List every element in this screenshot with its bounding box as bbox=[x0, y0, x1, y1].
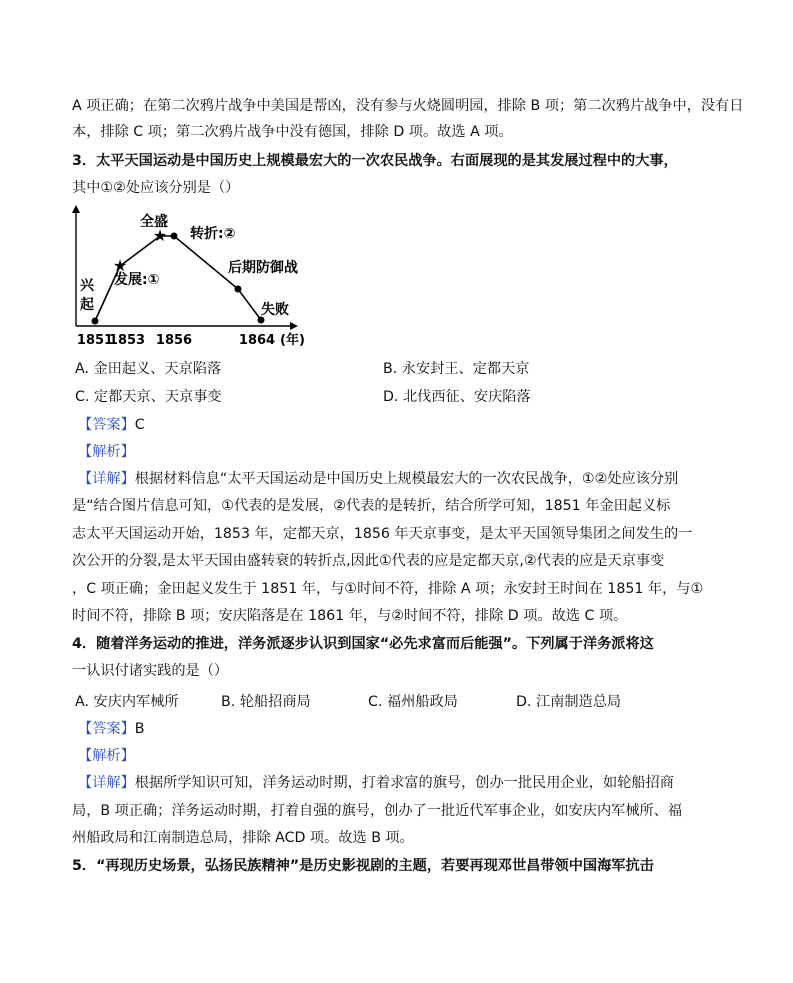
tick-label: 1856 bbox=[155, 333, 193, 348]
detail-line: 次公开的分裂,是太平天国由盛转衰的转折点,因此①代表的应是定都天京,②代表的应是天京事变 bbox=[72, 553, 665, 569]
option-b: B. 永安封王、定都天京 bbox=[383, 361, 530, 377]
x-axis-unit: (年) bbox=[280, 333, 305, 348]
answer-value: B bbox=[134, 721, 145, 737]
question-number: 5． bbox=[72, 858, 97, 874]
question-3-stem bbox=[72, 151, 678, 171]
question-text: 太平天国运动是中国历史上规模最宏大的一次农民战争。右面展现的是其发展过程中的大事， bbox=[96, 153, 678, 169]
y-axis-arrow bbox=[72, 205, 80, 213]
analysis-tag: 【解析】 bbox=[78, 444, 135, 460]
option-d: D. 江南制造总局 bbox=[516, 694, 622, 710]
option-c: C. 福州船政局 bbox=[368, 694, 458, 710]
answer-value: C bbox=[134, 417, 145, 433]
detail-text: 根据材料信息“太平天国运动是中国历史上规模最宏大的一次农民战争，①②处应该分别 bbox=[134, 471, 679, 487]
timeline-chart bbox=[72, 205, 312, 350]
tick-label: 1853 bbox=[108, 333, 146, 348]
analysis-tag: 【解析】 bbox=[78, 748, 135, 764]
detail-line: 局，B 项正确；洋务运动时期，打着自强的旗号，创办了一批近代军事企业，如安庆内军械所、福 bbox=[72, 803, 683, 819]
text-line: A 项正确；在第二次鸦片战争中美国是帮凶，没有参与火烧圆明园，排除 B 项；第二次鸦片战争中，没有日 bbox=[72, 98, 744, 114]
answer-line bbox=[78, 719, 145, 739]
question-text: “再现历史场景，弘扬民族精神”是历史影视剧的主题，若要再现邓世昌带领中国海军抗击 bbox=[96, 858, 654, 874]
detail-line: 时间不符，排除 B 项；安庆陷落是在 1861 年，与②时间不符，排除 D 项。故选 C 项。 bbox=[72, 608, 628, 624]
detail-line bbox=[78, 469, 678, 489]
label-turn: 转折:② bbox=[190, 226, 236, 242]
label-defense: 后期防御战 bbox=[228, 260, 298, 276]
point-1851 bbox=[92, 318, 99, 325]
option-a: A. 金田起义、天京陷落 bbox=[75, 361, 222, 377]
question-text: 其中①②处应该分别是（） bbox=[72, 180, 240, 196]
question-number: 3． bbox=[72, 153, 97, 169]
x-axis-arrow bbox=[290, 322, 298, 330]
tick-label: 1864 bbox=[238, 333, 276, 348]
label-rise: 兴 bbox=[80, 278, 94, 294]
point-1856 bbox=[171, 233, 178, 240]
question-text: 一认识付诸实践的是（） bbox=[72, 663, 229, 679]
tick-label: 1851 bbox=[76, 333, 114, 348]
answer-tag: 【答案】 bbox=[78, 721, 135, 737]
detail-line: 是“结合图片信息可知，①代表的是发展，②代表的是转折，结合所学可知，1851 年金田起义标 bbox=[72, 498, 671, 514]
point-defense bbox=[235, 286, 242, 293]
label-fail: 失败 bbox=[261, 302, 289, 318]
label-peak: 全盛 bbox=[140, 214, 168, 230]
label-rise: 起 bbox=[80, 297, 94, 313]
option-c: C. 定都天京、天京事变 bbox=[75, 389, 222, 405]
detail-line: ，C 项正确；金田起义发生于 1851 年，与①时间不符，排除 A 项；永安封王时间在 1851 年，与① bbox=[72, 581, 704, 597]
option-a: A. 安庆内军械所 bbox=[75, 694, 179, 710]
detail-line bbox=[78, 773, 674, 793]
question-text: 随着洋务运动的推进，洋务派逐步认识到国家“必先求富而后能强”。下列属于洋务派将这 bbox=[96, 636, 654, 652]
question-5-stem bbox=[72, 856, 654, 876]
detail-tag: 【详解】 bbox=[78, 775, 135, 791]
question-number: 4． bbox=[72, 636, 97, 652]
option-b: B. 轮船招商局 bbox=[221, 694, 311, 710]
text-line: 本，排除 C 项；第二次鸦片战争中没有德国，排除 D 项。故选 A 项。 bbox=[72, 124, 513, 140]
detail-line: 州船政局和江南制造总局，排除 ACD 项。故选 B 项。 bbox=[72, 830, 414, 846]
option-d: D. 北伐西征、安庆陷落 bbox=[383, 389, 531, 405]
answer-line bbox=[78, 415, 145, 435]
label-develop: 发展:① bbox=[114, 272, 160, 288]
detail-line: 志太平天国运动开始，1853 年，定都天京，1856 年天京事变，是太平天国领导集团之间发生的一 bbox=[72, 526, 693, 542]
star-marker: ★ bbox=[152, 226, 168, 245]
answer-tag: 【答案】 bbox=[78, 417, 135, 433]
detail-text: 根据所学知识可知，洋务运动时期，打着求富的旗号，创办一批民用企业，如轮船招商 bbox=[134, 775, 674, 791]
question-4-stem bbox=[72, 634, 654, 654]
star-marker: ★ bbox=[112, 256, 128, 275]
detail-tag: 【详解】 bbox=[78, 471, 135, 487]
